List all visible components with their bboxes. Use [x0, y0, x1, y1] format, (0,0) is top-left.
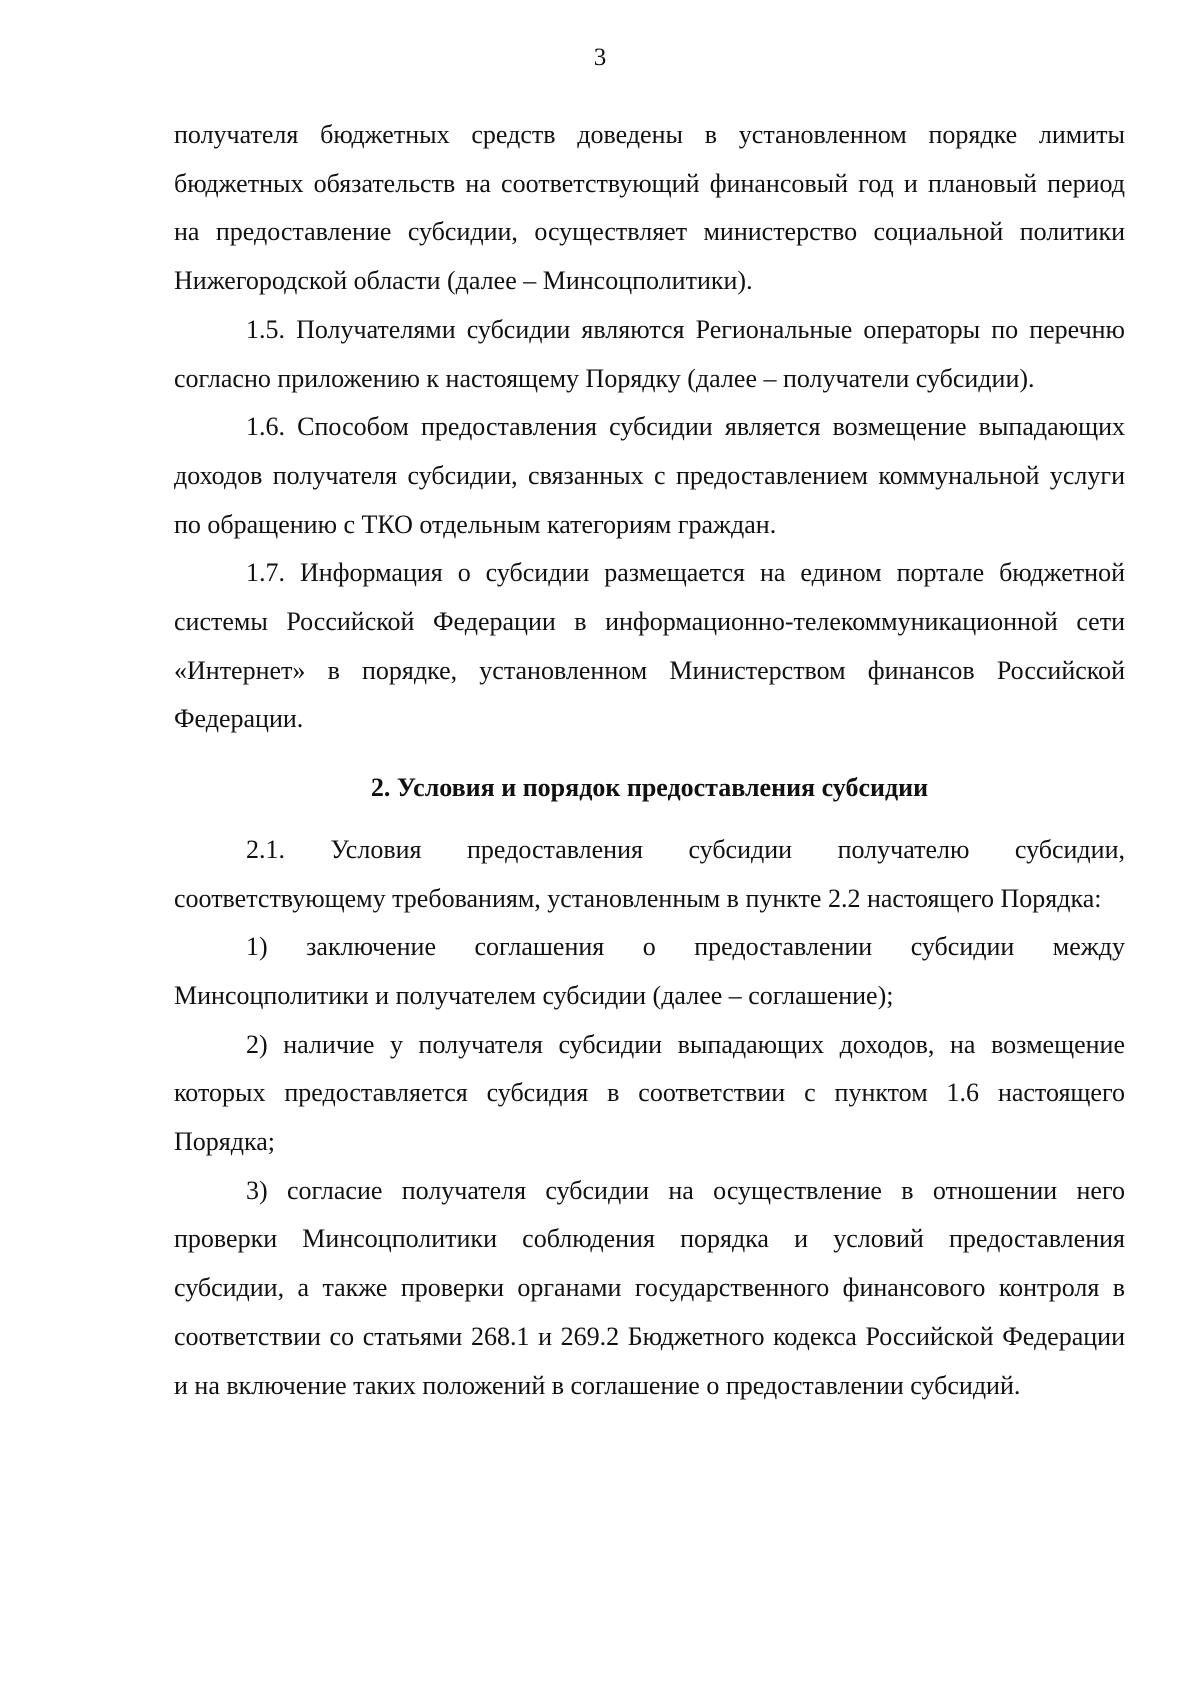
list-item-1: 1) заключение соглашения о предоставлении субсидии между Минсоцполитики и получателем субсидии (далее – соглашение); — [174, 932, 1125, 1010]
section-2-heading: 2. Условия и порядок предоставления субсидии — [370, 773, 929, 803]
document-body — [174, 111, 1125, 1410]
paragraph-1-5: 1.5. Получателями субсидии являются Региональные операторы по перечню согласно приложению к настоящему Порядку (далее – получатели субсидии). — [174, 314, 1125, 393]
page-number: 3 — [593, 44, 607, 71]
paragraph-continuation: получателя бюджетных средств доведены в установленном порядке лимиты бюджетных обязательств на соответствующий финансовый год и плановый период на предоставление субсидии, осуществляет министерство социальной политики Нижегородской области (далее – Минсоцполитики). — [174, 120, 1125, 296]
paragraph-1-6: 1.6. Способом предоставления субсидии является возмещение выпадающих доходов получателя субсидии, связанных с предоставлением коммунальной услуги по обращению с ТКО отдельным категориям граждан. — [174, 412, 1125, 539]
paragraph-2-1: 2.1. Условия предоставления субсидии получателю субсидии, соответствующему требованиям, установленным в пункте 2.2 настоящего Порядка: — [174, 834, 1125, 913]
list-item-2: 2) наличие у получателя субсидии выпадающих доходов, на возмещение которых предоставляется субсидия в соответствии с пунктом 1.6 настоящего Порядка; — [174, 1029, 1125, 1157]
paragraph-1-7: 1.7. Информация о субсидии размещается на едином портале бюджетной системы Российской Федерации в информационно-телекоммуникационной сети «Интернет» в порядке, установленном Министерством финансов Российской Федерации. — [174, 558, 1125, 734]
list-item-3: 3) согласие получателя субсидии на осуществление в отношении него проверки Минсоцполитики соблюдения порядка и условий предоставления субсидии, а также проверки органами государственного финансового контроля в соответствии со статьями 268.1 и 269.2 Бюджетного кодекса Российской Федерации и на включение таких положений в соглашение о предоставлении субсидий. — [174, 1175, 1125, 1400]
